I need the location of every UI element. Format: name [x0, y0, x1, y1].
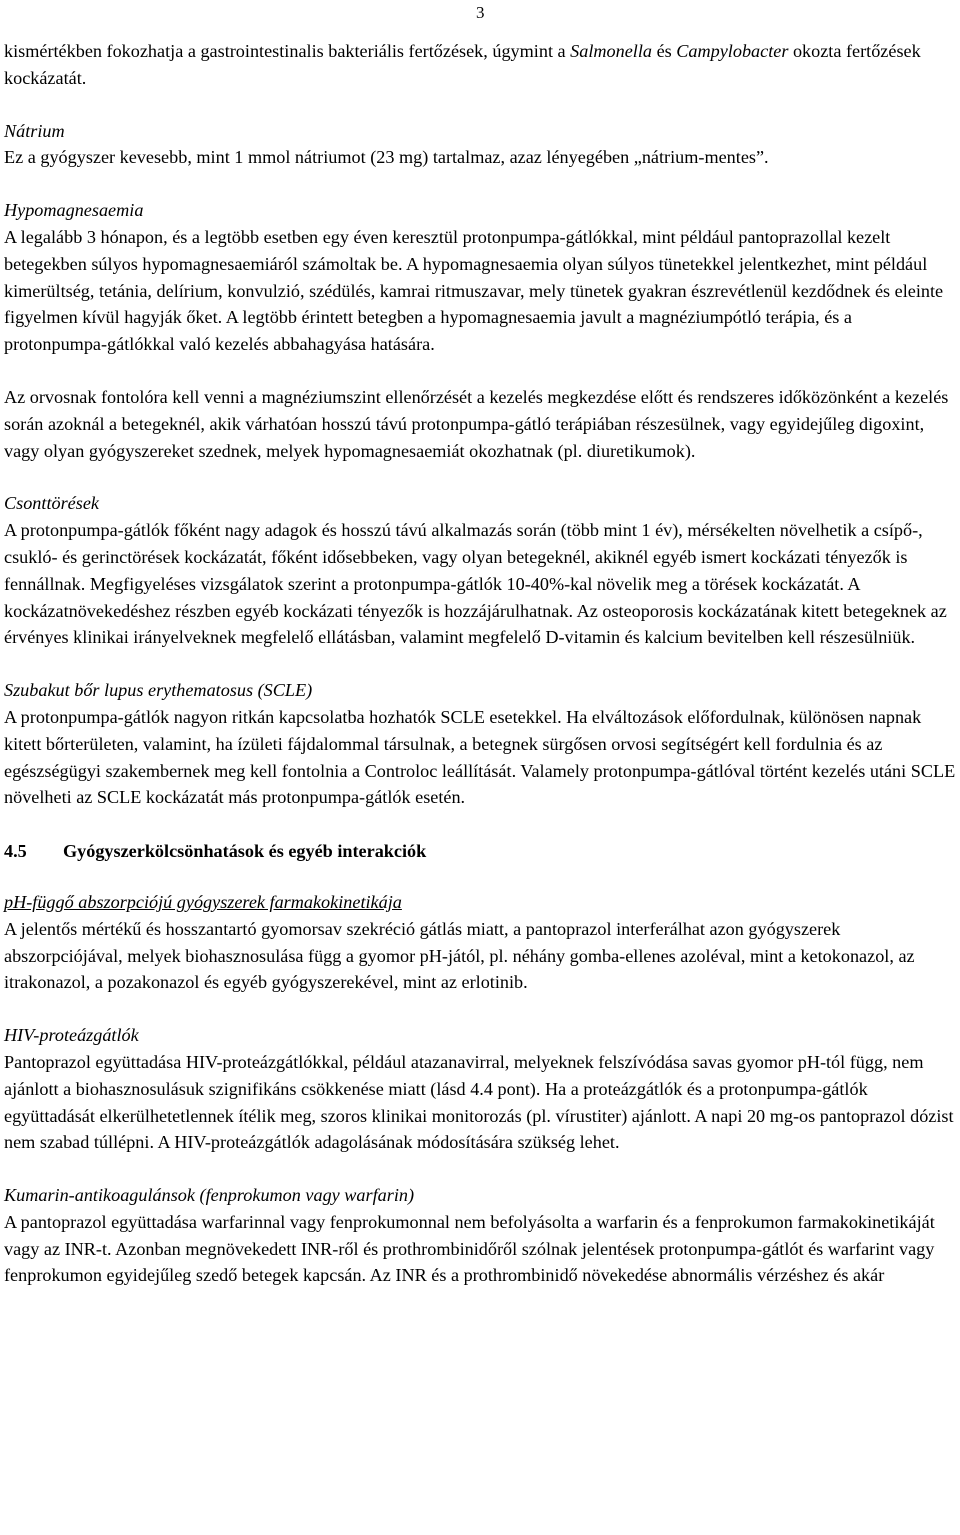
hypomagnesaemia-text: A legalább 3 hónapon, és a legtöbb esetben egy éven keresztül protonpumpa-gátlókkal, mint például pantoprazollal kezelt betegekben súlyos hypomagnesaemiáról számoltak be. A hypomagnesaemia olyan súlyos tünetekkel jelentkezhet, mint például kimerültség, tetánia, delírium, konvulzió, szédülés, kamrai ritmuszavar, mely tünetek gyakran észrevétlenül kezdődnek és eleinte figyelmen kívül hagyják őket. A legtöbb érintett betegben a hypomagnesaemia javult a magnéziumpótló terápia, és a protonpumpa-gátlókkal való kezelés abbahagyása hatására. — [4, 226, 944, 355]
natrium-heading: Nátrium — [4, 120, 65, 141]
hypomagnesaemia-heading: Hypomagnesaemia — [4, 200, 144, 221]
section-number: 4.5 — [4, 841, 27, 862]
kumarin-text: A pantoprazol együttadása warfarinnal vagy fenprokumonnal nem befolyásolta a warfarin és a fenprokumon farmakokinetikáját vagy az INR-t. Azonban megnövekedett INR-ről és prothrombinidőről szólnak jelentések protonpumpa-gátlót és warfarint vagy fenprokumon egyidejűleg szedő betegek kapcsán. Az INR és a prothrombinidő növekedése abnormális vérzéshez és akár — [4, 1211, 935, 1286]
salmonella-term: Salmonella — [570, 41, 653, 61]
page-number: 3 — [476, 3, 485, 22]
csonttoresek-heading: Csonttörések — [4, 493, 99, 514]
hiv-heading: HIV-proteázgátlók — [4, 1025, 139, 1046]
document-body — [4, 38, 956, 1289]
scle-text: A protonpumpa-gátlók nagyon ritkán kapcsolatba hozhatók SCLE esetekkel. Ha elváltozások előfordulnak, különösen napnak kitett bőrterületen, valamint, ha ízületi fájdalommal társulnak, a betegnek sürgősen orvosi segítségért kell fordulnia és az egészségügyi szakembernek meg kell fontolnia a Controloc leállítását. Valamely protonpumpa-gátlóval történt kezelés utáni SCLE növelheti az SCLE kockázatát más protonpumpa-gátlók esetén. — [4, 706, 956, 808]
natrium-text: Ez a gyógyszer kevesebb, mint 1 mmol nátriumot (23 mg) tartalmaz, azaz lényegében „nátrium-mentes”. — [4, 147, 769, 168]
section-4-5-heading — [4, 838, 956, 865]
csonttoresek-text: A protonpumpa-gátlók főként nagy adagok és hosszú távú alkalmazás során (több mint 1 év), mérsékelten növelhetik a csípő-, csukló- és gerinctörések kockázatát, főként idősebbeken, vagy olyan betegeknél, akiknél egyéb ismert kockázati tényezők is fennállnak. Megfigyeléses vizsgálatok szerint a protonpumpa-gátlók 10-40%-kal növelik meg a törések kockázatát. A kockázatnövekedéshez részben egyéb kockázati tényezők is hozzájárulhatnak. Az osteoporosis kockázatának kitett betegeknek az érvényes klinikai irányelveknek megfelelő ellátásban, valamint megfelelő D-vitamin és kalcium bevitelben kell részesülniük. — [4, 520, 947, 648]
section-title: Gyógyszerkölcsönhatások és egyéb interakciók — [63, 841, 427, 862]
ph-heading: pH-függő abszorpciójú gyógyszerek farmakokinetikája — [4, 891, 402, 912]
scle-heading: Szubakut bőr lupus erythematosus (SCLE) — [4, 680, 313, 701]
intro-paragraph: kismértékben fokozhatja a gastrointestinalis bakteriális fertőzések, úgymint a Salmonella és Campylobacter okozta fertőzések kockázatát. — [4, 41, 921, 88]
hiv-text: Pantoprazol együttadása HIV-proteázgátlókkal, például atazanavirral, melyeknek felszívódása savas gyomor pH-tól függ, nem ajánlott a biohasznosulásuk szignifikáns csökkenése miatt (lásd 4.4 pont). Ha a proteázgátlók és a protonpumpa-gátlók együttadását elkerülhetetlennek ítélik meg, szoros klinikai monitorozás (pl. vírustiter) ajánlott. A napi 20 mg-os pantoprazol dózist nem szabad túllépni. A HIV-proteázgátlók adagolásának módosítására szükség lehet. — [4, 1051, 954, 1153]
kumarin-heading: Kumarin-antikoagulánsok (fenprokumon vagy warfarin) — [4, 1185, 415, 1206]
campylobacter-term: Campylobacter — [676, 41, 789, 61]
ph-text: A jelentős mértékű és hosszantartó gyomorsav szekréció gátlás miatt, a pantoprazol interferálhat azon gyógyszerek abszorpciójával, melyek biohasznosulása függ a gyomor pH-jától, pl. néhány gomba-ellenes azoléval, mint a ketokonazol, az itrakonazol, a pozakonazol és egyéb gyógyszerekével, mint az erlotinib. — [4, 918, 915, 993]
hypomagnesaemia-monitoring-text: Az orvosnak fontolóra kell venni a magnéziumszint ellenőrzését a kezelés megkezdése előtt és rendszeres időközönként a kezelés során azoknál a betegeknél, akik várhatóan hosszú távú protonpumpa-gátló terápiában részesülnek, vagy egyidejűleg digoxint, vagy olyan gyógyszereket szednek, melyek hypomagnesaemiát okozhatnak (pl. diuretikumok). — [4, 386, 949, 461]
